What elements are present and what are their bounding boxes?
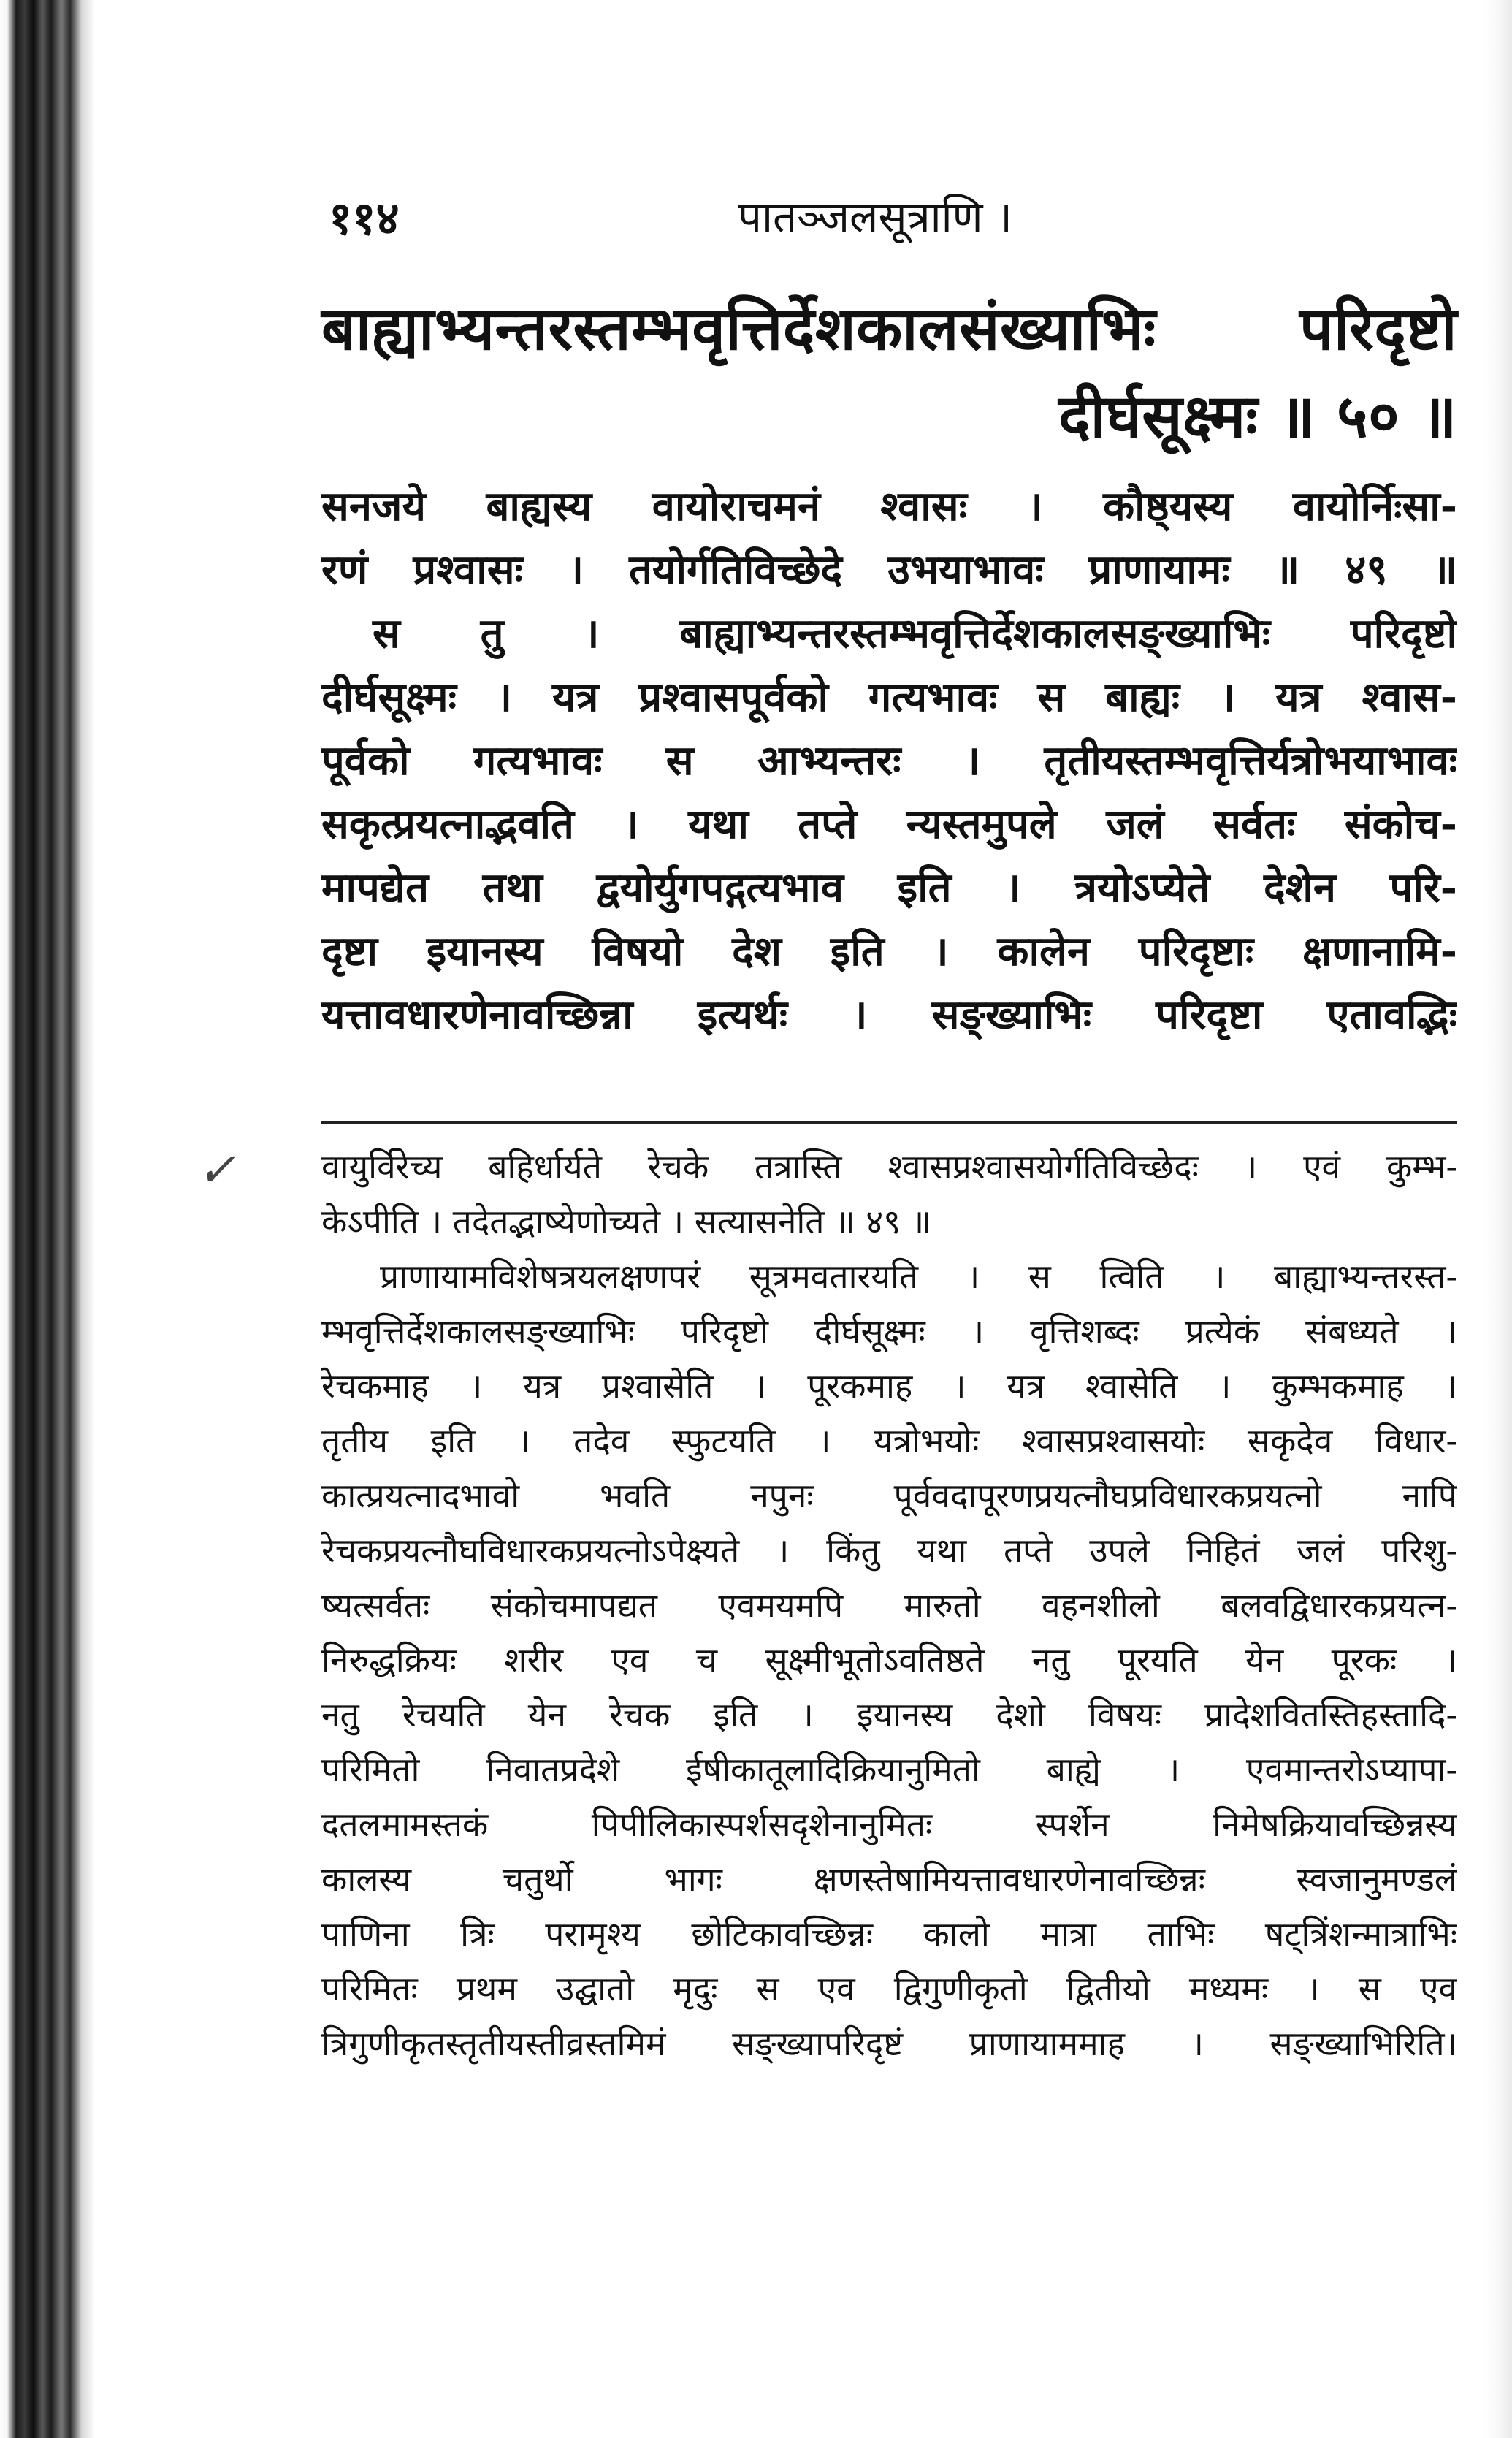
vritti-subcommentary bbox=[321, 1140, 1457, 2071]
sutra-line-1 bbox=[321, 285, 1457, 373]
vritti-line: परिमितो निवातप्रदेशे ईषीकातूलादिक्रियानुमितो बाह्ये । एवमान्तरोऽप्यापा- bbox=[321, 1750, 1457, 1789]
vritti-line: कालस्य चतुर्थो भागः क्षणस्तेषामियत्तावधारणेनावच्छिन्नः स्वजानुमण्डलं bbox=[321, 1859, 1457, 1899]
vritti-line: वायुर्विरेच्य बहिर्धार्यते रेचके तत्रास्ति श्वासप्रश्वासयोर्गतिविच्छेदः । एवं कुम्भ- bbox=[321, 1147, 1457, 1186]
bhashya-line: पूर्वको गत्यभावः स आभ्यन्तरः । तृतीयस्तम्भवृत्तिर्यत्रोभयाभावः bbox=[321, 736, 1457, 785]
vritti-line: त्रिगुणीकृतस्तृतीयस्तीव्रस्तमिमं सङ्ख्यापरिदृष्टं प्राणायाममाह । सङ्ख्याभिरिति। bbox=[321, 2024, 1457, 2063]
vritti-line: रेचकप्रयत्नौघविधारकप्रयत्नोऽपेक्ष्यते । किंतु यथा तप्ते उपले निहितं जलं परिशु- bbox=[321, 1531, 1457, 1570]
sutra-line-2: दीर्घसूक्ष्मः ॥ ५० ॥ bbox=[1058, 381, 1457, 452]
page-binding-edge bbox=[0, 0, 95, 2438]
vritti-line: केऽपीति । तदेतद्भाष्येणोच्यते । सत्यासनेति ॥ ४९ ॥ bbox=[321, 1202, 932, 1241]
bhashya-line: दीर्घसूक्ष्मः । यत्र प्रश्वासपूर्वको गत्यभावः स बाह्यः । यत्र श्वास- bbox=[321, 673, 1457, 721]
bhashya-line: रणं प्रश्वासः । तयोर्गतिविच्छेदे उभयाभावः प्राणायामः ॥ ४९ ॥ bbox=[321, 546, 1457, 594]
bhashya-commentary bbox=[321, 475, 1457, 1047]
vritti-line: ष्यत्सर्वतः संकोचमापद्यत एवमयमपि मारुतो वहनशीलो बलवद्विधारकप्रयत्न- bbox=[321, 1585, 1457, 1625]
vritti-line: तृतीय इति । तदेव स्फुटयति । यत्रोभयोः श्वासप्रश्वासयोः सकृदेव विधार- bbox=[321, 1421, 1457, 1460]
sutra-block bbox=[321, 285, 1457, 460]
vritti-line: दतलमामस्तकं पिपीलिकास्पर्शसदृशेनानुमितः स्पर्शेन निमेषक्रियावच्छिन्नस्य bbox=[321, 1805, 1457, 1844]
page-right-edge bbox=[1483, 0, 1512, 2438]
commentary-divider bbox=[321, 1121, 1457, 1124]
bhashya-line: सकृत्प्रयत्नाद्भवति । यथा तप्ते न्यस्तमुपले जलं सर्वतः संकोच- bbox=[321, 800, 1457, 848]
bhashya-line: स तु । बाह्याभ्यन्तरस्तम्भवृत्तिर्देशकालसङ्ख्याभिः परिदृष्टो bbox=[373, 609, 1457, 658]
sutra-line-1-right: परिदृष्टो bbox=[1299, 294, 1457, 364]
vritti-line: परिमितः प्रथम उद्घातो मृदुः स एव द्विगुणीकृतो द्वितीयो मध्यमः । स एव bbox=[321, 1969, 1457, 2008]
page-number: ११४ bbox=[329, 191, 400, 245]
running-title: पातञ्जलसूत्राणि । bbox=[738, 192, 1013, 242]
page-header bbox=[329, 186, 1468, 267]
vritti-line: कात्प्रयत्नादभावो भवति नपुनः पूर्ववदापूरणप्रयत्नौघप्रविधारकप्रयत्नो नापि bbox=[321, 1476, 1457, 1515]
sutra-line-1-left: बाह्याभ्यन्तरस्तम्भवृत्तिर्देशकालसंख्याभिः bbox=[321, 294, 1156, 364]
bhashya-line: दृष्टा इयानस्य विषयो देश इति । कालेन परिदृष्टाः क्षणानामि- bbox=[321, 927, 1457, 975]
vritti-line: निरुद्धक्रियः शरीर एव च सूक्ष्मीभूतोऽवतिष्ठते नतु पूरयति येन पूरकः । bbox=[321, 1640, 1457, 1680]
vritti-line: म्भवृत्तिर्देशकालसङ्ख्याभिः परिदृष्टो दीर्घसूक्ष्मः । वृत्तिशब्दः प्रत्येकं संबध्यते । bbox=[321, 1311, 1457, 1351]
vritti-line: रेचकमाह । यत्र प्रश्वासेति । पूरकमाह । यत्र श्वासेति । कुम्भकमाह । bbox=[321, 1366, 1457, 1406]
bhashya-line: सनजये बाह्यस्य वायोराचमनं श्वासः । कौष्ठ्यस्य वायोर्निःसा- bbox=[321, 482, 1457, 530]
margin-tick-icon: ✓ bbox=[197, 1143, 237, 1197]
vritti-line: पाणिना त्रिः परामृश्य छोटिकावच्छिन्नः कालो मात्रा ताभिः षट्त्रिंशन्मात्राभिः bbox=[321, 1914, 1457, 1954]
bhashya-line: यत्तावधारणेनावच्छिन्ना इत्यर्थः । सङ्ख्याभिः परिदृष्टा एतावद्भिः bbox=[321, 991, 1457, 1039]
vritti-line: प्राणायामविशेषत्रयलक्षणपरं सूत्रमवतारयति । स त्विति । बाह्याभ्यन्तरस्त- bbox=[380, 1257, 1457, 1296]
vritti-line: नतु रेचयति येन रेचक इति । इयानस्य देशो विषयः प्रादेशवितस्तिहस्तादि- bbox=[321, 1695, 1457, 1734]
bhashya-line: मापद्येत तथा द्वयोर्युगपद्गत्यभाव इति । त्रयोऽप्येते देशेन परि- bbox=[321, 864, 1457, 912]
